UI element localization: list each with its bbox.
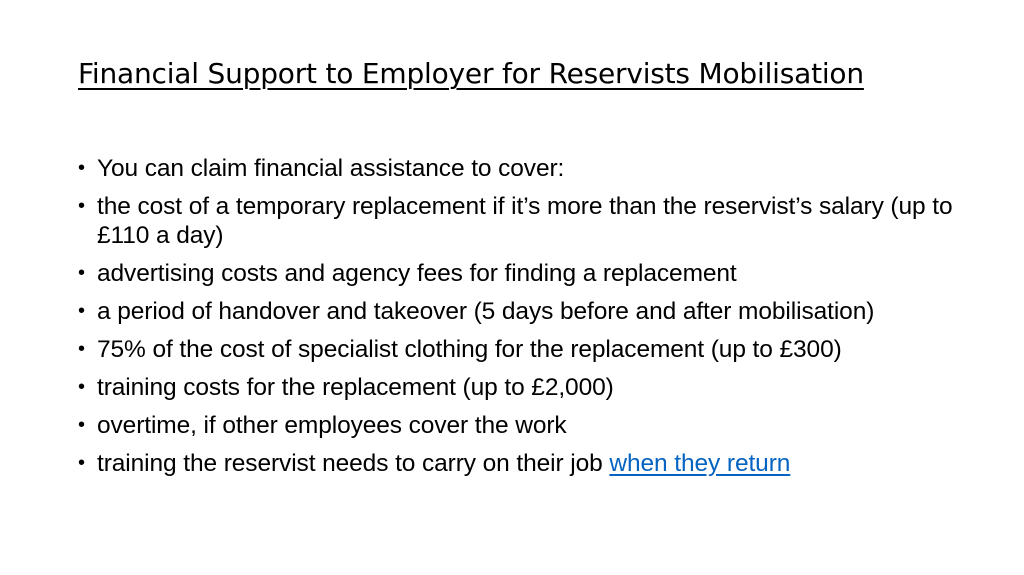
bullet-item-specialist-clothing	[78, 335, 958, 364]
when-they-return-link[interactable]: when they return	[609, 450, 791, 477]
slide-title: Financial Support to Employer for Reservists Mobilisation	[78, 57, 864, 90]
bullet-item-temporary-replacement	[78, 192, 958, 250]
bullet-text: the cost of a temporary replacement if it’s more than the reservist’s salary (up to £110 a day)	[97, 193, 953, 249]
bullet-icon: •	[78, 338, 85, 360]
bullet-text: You can claim financial assistance to cover:	[97, 155, 565, 182]
bullet-item-claim-intro	[78, 154, 958, 183]
bullet-icon: •	[78, 157, 85, 179]
bullet-text: overtime, if other employees cover the work	[97, 412, 567, 439]
bullet-icon: •	[78, 452, 85, 474]
bullet-icon: •	[78, 262, 85, 284]
bullet-item-advertising-costs	[78, 259, 958, 288]
bullet-text: 75% of the cost of specialist clothing for the replacement (up to £300)	[97, 336, 842, 363]
bullet-list	[78, 154, 958, 487]
bullet-icon: •	[78, 195, 85, 217]
bullet-text: training costs for the replacement (up to £2,000)	[97, 374, 614, 401]
bullet-icon: •	[78, 414, 85, 436]
bullet-item-handover-period	[78, 297, 958, 326]
bullet-item-overtime	[78, 411, 958, 440]
bullet-item-reservist-training	[78, 449, 958, 478]
bullet-item-training-costs	[78, 373, 958, 402]
bullet-text: advertising costs and agency fees for finding a replacement	[97, 260, 737, 287]
bullet-icon: •	[78, 300, 85, 322]
bullet-icon: •	[78, 376, 85, 398]
bullet-text: a period of handover and takeover (5 days before and after mobilisation)	[97, 298, 875, 325]
bullet-text: training the reservist needs to carry on their job	[97, 450, 610, 477]
